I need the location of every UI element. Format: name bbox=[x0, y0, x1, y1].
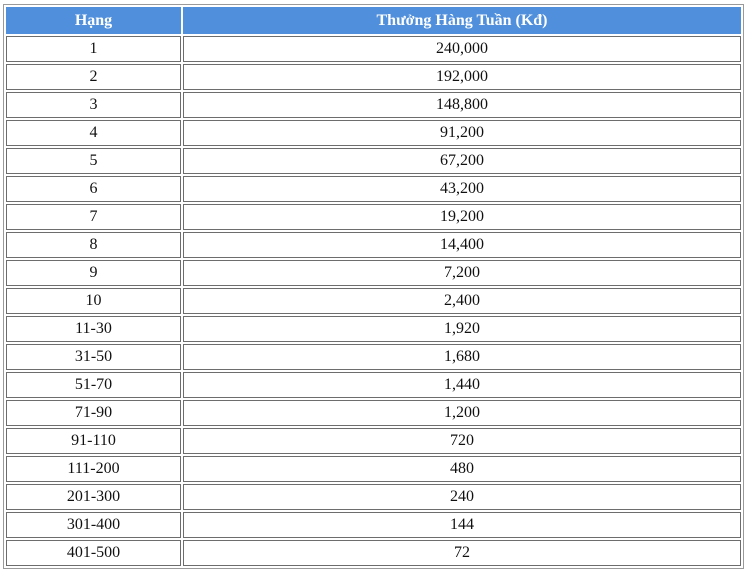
rank-cell: 10 bbox=[6, 288, 181, 314]
weekly-prize-table bbox=[3, 4, 744, 569]
table-row bbox=[6, 92, 741, 118]
rank-cell: 71-90 bbox=[6, 400, 181, 426]
rank-cell: 6 bbox=[6, 176, 181, 202]
prize-cell: 720 bbox=[183, 428, 741, 454]
rank-cell: 301-400 bbox=[6, 512, 181, 538]
prize-cell: 43,200 bbox=[183, 176, 741, 202]
rank-cell: 401-500 bbox=[6, 540, 181, 566]
prize-cell: 19,200 bbox=[183, 204, 741, 230]
table-row bbox=[6, 456, 741, 482]
prize-cell: 1,680 bbox=[183, 344, 741, 370]
header-rank: Hạng bbox=[6, 7, 181, 34]
table-row bbox=[6, 372, 741, 398]
rank-cell: 201-300 bbox=[6, 484, 181, 510]
rank-cell: 11-30 bbox=[6, 316, 181, 342]
prize-cell: 192,000 bbox=[183, 64, 741, 90]
prize-cell: 240,000 bbox=[183, 36, 741, 62]
rank-cell: 4 bbox=[6, 120, 181, 146]
prize-cell: 14,400 bbox=[183, 232, 741, 258]
rank-cell: 8 bbox=[6, 232, 181, 258]
rank-cell: 5 bbox=[6, 148, 181, 174]
prize-cell: 1,440 bbox=[183, 372, 741, 398]
prize-cell: 91,200 bbox=[183, 120, 741, 146]
prize-cell: 1,200 bbox=[183, 400, 741, 426]
table-row bbox=[6, 316, 741, 342]
rank-cell: 111-200 bbox=[6, 456, 181, 482]
table-row bbox=[6, 540, 741, 566]
table-row bbox=[6, 400, 741, 426]
table-row bbox=[6, 148, 741, 174]
prize-cell: 148,800 bbox=[183, 92, 741, 118]
table-row bbox=[6, 64, 741, 90]
rank-cell: 51-70 bbox=[6, 372, 181, 398]
table-row bbox=[6, 344, 741, 370]
table-row bbox=[6, 428, 741, 454]
prize-cell: 7,200 bbox=[183, 260, 741, 286]
rank-cell: 1 bbox=[6, 36, 181, 62]
rank-cell: 91-110 bbox=[6, 428, 181, 454]
prize-cell: 144 bbox=[183, 512, 741, 538]
prize-cell: 67,200 bbox=[183, 148, 741, 174]
prize-cell: 240 bbox=[183, 484, 741, 510]
table-row bbox=[6, 204, 741, 230]
table-row bbox=[6, 120, 741, 146]
rank-cell: 2 bbox=[6, 64, 181, 90]
prize-cell: 480 bbox=[183, 456, 741, 482]
table-row bbox=[6, 512, 741, 538]
rank-cell: 31-50 bbox=[6, 344, 181, 370]
rank-cell: 3 bbox=[6, 92, 181, 118]
rank-cell: 7 bbox=[6, 204, 181, 230]
prize-cell: 1,920 bbox=[183, 316, 741, 342]
table-row bbox=[6, 484, 741, 510]
prize-cell: 2,400 bbox=[183, 288, 741, 314]
table-row bbox=[6, 288, 741, 314]
header-weekly-prize: Thưởng Hàng Tuần (Kđ) bbox=[183, 7, 741, 34]
prize-cell: 72 bbox=[183, 540, 741, 566]
table-row bbox=[6, 176, 741, 202]
table-row bbox=[6, 232, 741, 258]
prize-table-container bbox=[3, 4, 744, 569]
table-row bbox=[6, 260, 741, 286]
rank-cell: 9 bbox=[6, 260, 181, 286]
table-row bbox=[6, 36, 741, 62]
table-body bbox=[6, 36, 741, 566]
table-header-row bbox=[6, 7, 741, 34]
